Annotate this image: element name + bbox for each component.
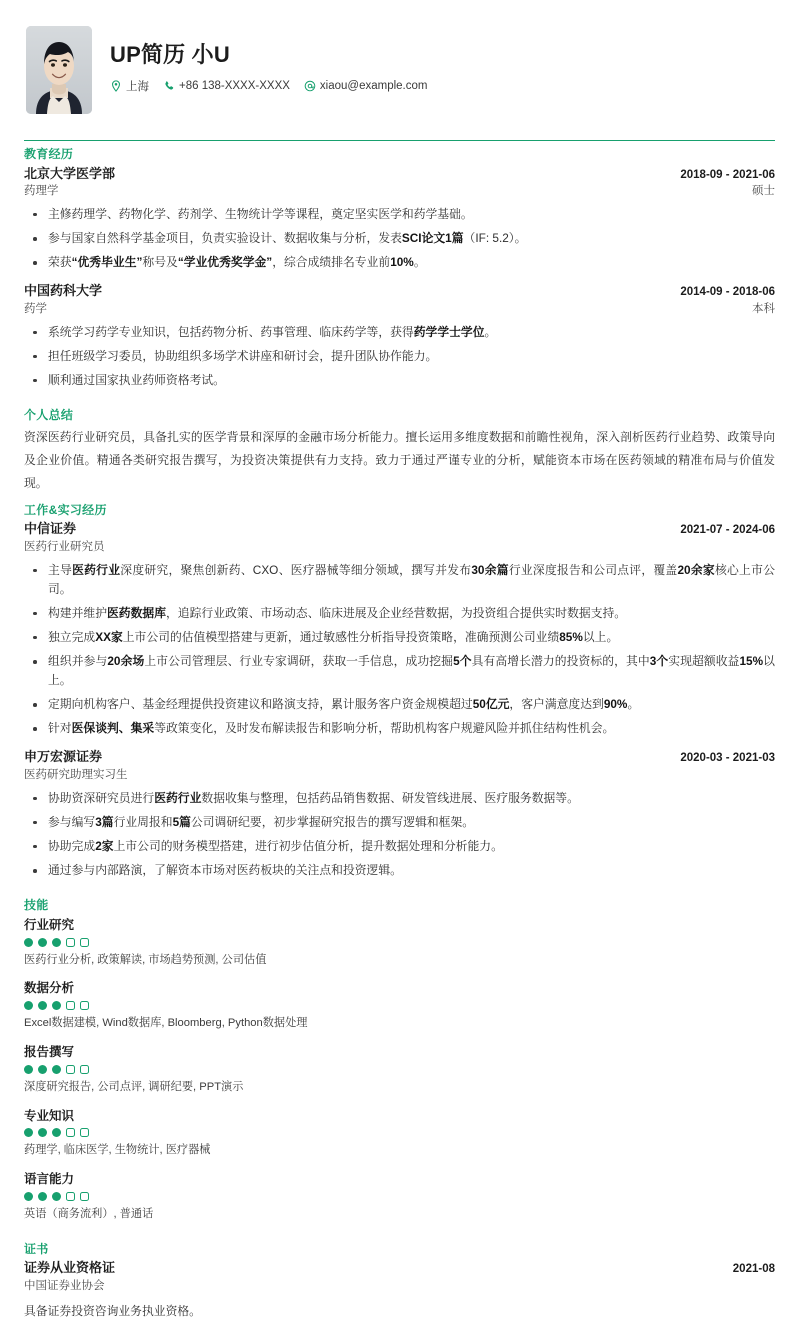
bullet-item: 通过参与内部路演，了解资本市场对医药板块的关注点和投资逻辑。 — [24, 861, 775, 880]
job-title: 医药行业研究员 — [24, 540, 105, 553]
experience-entries — [24, 520, 775, 880]
skill-dot-filled — [24, 938, 33, 947]
bullet-item: 协助完成2家上市公司的财务模型搭建，进行初步估值分析，提升数据处理和分析能力。 — [24, 837, 775, 856]
major: 药理学 — [24, 185, 59, 198]
education-date: 2014-09 - 2018-06 — [680, 286, 775, 299]
skill-entry — [24, 916, 775, 969]
contact-phone-text: +86 138-XXXX-XXXX — [179, 80, 290, 93]
skill-dot-filled — [52, 938, 61, 947]
contact-location — [110, 78, 149, 94]
entry-subhead — [24, 539, 775, 556]
candidate-name: UP简历 小U — [110, 42, 230, 67]
entry-head — [24, 520, 775, 539]
bullet-item: 构建并维护医药数据库，追踪行业政策、市场动态、临床进展及企业经营数据，为投资组合提供实时数据支持。 — [24, 604, 775, 623]
certificate-entries — [24, 1259, 775, 1320]
phone-icon — [163, 80, 175, 92]
entry-subhead — [24, 1278, 775, 1295]
skill-dot-filled — [38, 1001, 47, 1010]
section-title-summary: 个人总结 — [24, 407, 74, 422]
certificate-description: 具备证券投资咨询业务执业资格。 — [24, 1303, 201, 1318]
certificate-issuer: 中国证券业协会 — [24, 1279, 105, 1292]
bullet-item: 荣获“优秀毕业生”称号及“学业优秀奖学金”，综合成绩排名专业前10%。 — [24, 253, 775, 272]
experience-entry — [24, 748, 775, 880]
skill-keywords: 医药行业分析, 政策解读, 市场趋势预测, 公司估值 — [24, 953, 267, 966]
skill-dot-empty — [66, 1065, 75, 1074]
degree: 本科 — [752, 302, 775, 315]
experience-entry — [24, 520, 775, 738]
education-entry — [24, 165, 775, 273]
skill-dot-filled — [24, 1001, 33, 1010]
job-title: 医药研究助理实习生 — [24, 769, 128, 781]
skill-entry — [24, 1107, 775, 1160]
bullet-item: 参与编写3篇行业周报和5篇公司调研纪要，初步掌握研究报告的撰写逻辑和框架。 — [24, 813, 775, 832]
skill-dot-filled — [24, 1192, 33, 1201]
school-name: 中国药科大学 — [24, 283, 103, 299]
bullet-item: 参与国家自然科学基金项目，负责实验设计、数据收集与分析，发表SCI论文1篇（IF: 5.2）。 — [24, 229, 775, 248]
location-pin-icon — [110, 80, 122, 92]
entry-subhead — [24, 183, 775, 200]
skill-dot-empty — [66, 938, 75, 947]
major: 药学 — [24, 302, 47, 315]
section-education — [24, 130, 775, 390]
bullet-item: 针对医保谈判、集采等政策变化，及时发布解读报告和影响分析，帮助机构客户规避风险并抓住结构性机会。 — [24, 719, 775, 738]
bullet-item: 独立完成XX家上市公司的估值模型搭建与更新，通过敏感性分析指导投资策略，准确预测公司业绩85%以上。 — [24, 628, 775, 647]
skill-dot-filled — [38, 1065, 47, 1074]
skill-dot-empty — [80, 1065, 89, 1074]
section-summary — [24, 400, 775, 495]
entry-subhead — [24, 767, 775, 784]
skill-dot-filled — [38, 1192, 47, 1201]
skill-keywords: 深度研究报告, 公司点评, 调研纪要, PPT演示 — [24, 1080, 244, 1093]
skill-name: 数据分析 — [24, 981, 75, 996]
section-title-certificates: 证书 — [24, 1241, 49, 1256]
entry-head — [24, 165, 775, 184]
skill-dot-empty — [66, 1001, 75, 1010]
skill-level-dots — [24, 1065, 775, 1074]
entry-head — [24, 1259, 775, 1278]
avatar — [26, 26, 92, 114]
bullet-list — [24, 323, 775, 390]
section-certificates — [24, 1234, 775, 1321]
company-name: 申万宏源证券 — [24, 749, 103, 765]
skill-dot-empty — [80, 1192, 89, 1201]
certificate-date: 2021-08 — [732, 1263, 775, 1276]
contact-phone — [163, 80, 290, 92]
skill-entry — [24, 979, 775, 1032]
skill-dot-filled — [38, 938, 47, 947]
section-title-experience: 工作&实习经历 — [24, 502, 107, 517]
certificate-name: 证券从业资格证 — [24, 1260, 116, 1276]
skill-dot-filled — [52, 1192, 61, 1201]
school-name: 北京大学医学部 — [24, 165, 116, 181]
education-date: 2018-09 - 2021-06 — [680, 168, 775, 181]
bullet-item: 主导医药行业深度研究，聚焦创新药、CXO、医疗器械等细分领域，撰写并发布30余篇行业深度报告和公司点评，覆盖20余家核心上市公司。 — [24, 561, 775, 599]
skill-dot-empty — [80, 1001, 89, 1010]
bullet-item: 系统学习药学专业知识，包括药物分析、药事管理、临床药学等，获得药学学士学位。 — [24, 323, 775, 342]
contact-email-text: xiaou@example.com — [319, 80, 428, 93]
section-title-education: 教育经历 — [24, 147, 74, 161]
entry-head — [24, 282, 775, 301]
section-divider — [24, 140, 775, 141]
summary-text: 资深医药行业研究员，具备扎实的医学背景和深厚的金融市场分析能力。擅长运用多维度数据和前瞻性视角，深入剖析医药行业趋势、政策导向及企业价值。精通各类研究报告撰写，为投资决策提供有力支持。致力于通过严谨专业的分析，赋能资本市场在医药领域的精准布局与价值发现。 — [24, 429, 775, 490]
degree: 硕士 — [752, 185, 775, 198]
entry-head — [24, 748, 775, 767]
skill-keywords: 药理学, 临床医学, 生物统计, 医疗器械 — [24, 1144, 211, 1157]
experience-date: 2021-07 - 2024-06 — [680, 524, 775, 537]
skill-list — [24, 916, 775, 1223]
bullet-item: 定期向机构客户、基金经理提供投资建议和路演支持，累计服务客户资金规模超过50亿元，客户满意度达到90%。 — [24, 695, 775, 714]
skill-entry — [24, 1170, 775, 1223]
section-title-skills: 技能 — [24, 898, 49, 913]
skill-dot-filled — [52, 1001, 61, 1010]
certificate-entry — [24, 1259, 775, 1320]
company-name: 中信证券 — [24, 521, 77, 537]
contact-email — [304, 80, 428, 92]
skill-level-dots — [24, 1192, 775, 1201]
bullet-item: 协助资深研究员进行医药行业数据收集与整理，包括药品销售数据、研发管线进展、医疗服务数据等。 — [24, 789, 775, 808]
skill-name: 语言能力 — [24, 1172, 75, 1187]
experience-date: 2020-03 - 2021-03 — [680, 752, 775, 765]
skill-dot-empty — [66, 1192, 75, 1201]
resume-header — [24, 22, 775, 130]
bullet-item: 顺利通过国家执业药师资格考试。 — [24, 371, 775, 390]
skill-dot-filled — [52, 1065, 61, 1074]
contact-location-text: 上海 — [126, 81, 149, 94]
bullet-list — [24, 205, 775, 272]
skill-keywords: Excel数据建模, Wind数据库, Bloomberg, Python数据处理 — [24, 1017, 308, 1030]
skill-name: 行业研究 — [24, 917, 75, 932]
bullet-item: 主修药理学、药物化学、药剂学、生物统计学等课程，奠定坚实医学和药学基础。 — [24, 205, 775, 224]
bullet-item: 组织并参与20余场上市公司管理层、行业专家调研，获取一手信息，成功挖掘5个具有高增长潜力的投资标的，其中3个实现超额收益15%以上。 — [24, 652, 775, 690]
education-entries — [24, 165, 775, 390]
skill-dot-empty — [80, 938, 89, 947]
skill-level-dots — [24, 1001, 775, 1010]
bullet-item: 担任班级学习委员，协助组织多场学术讲座和研讨会，提升团队协作能力。 — [24, 347, 775, 366]
header-text-block — [110, 26, 435, 94]
bullet-list — [24, 561, 775, 739]
skill-entry — [24, 1043, 775, 1096]
bullet-list — [24, 789, 775, 880]
section-skills — [24, 890, 775, 1223]
entry-subhead — [24, 301, 775, 318]
skill-level-dots — [24, 938, 775, 947]
contact-row — [110, 78, 435, 94]
skill-dot-filled — [24, 1065, 33, 1074]
skill-name: 报告撰写 — [24, 1045, 75, 1059]
education-entry — [24, 282, 775, 390]
skill-keywords: 英语（商务流利）, 普通话 — [24, 1207, 154, 1220]
skill-name: 专业知识 — [24, 1108, 75, 1123]
email-at-icon — [304, 80, 316, 92]
section-experience — [24, 495, 775, 880]
